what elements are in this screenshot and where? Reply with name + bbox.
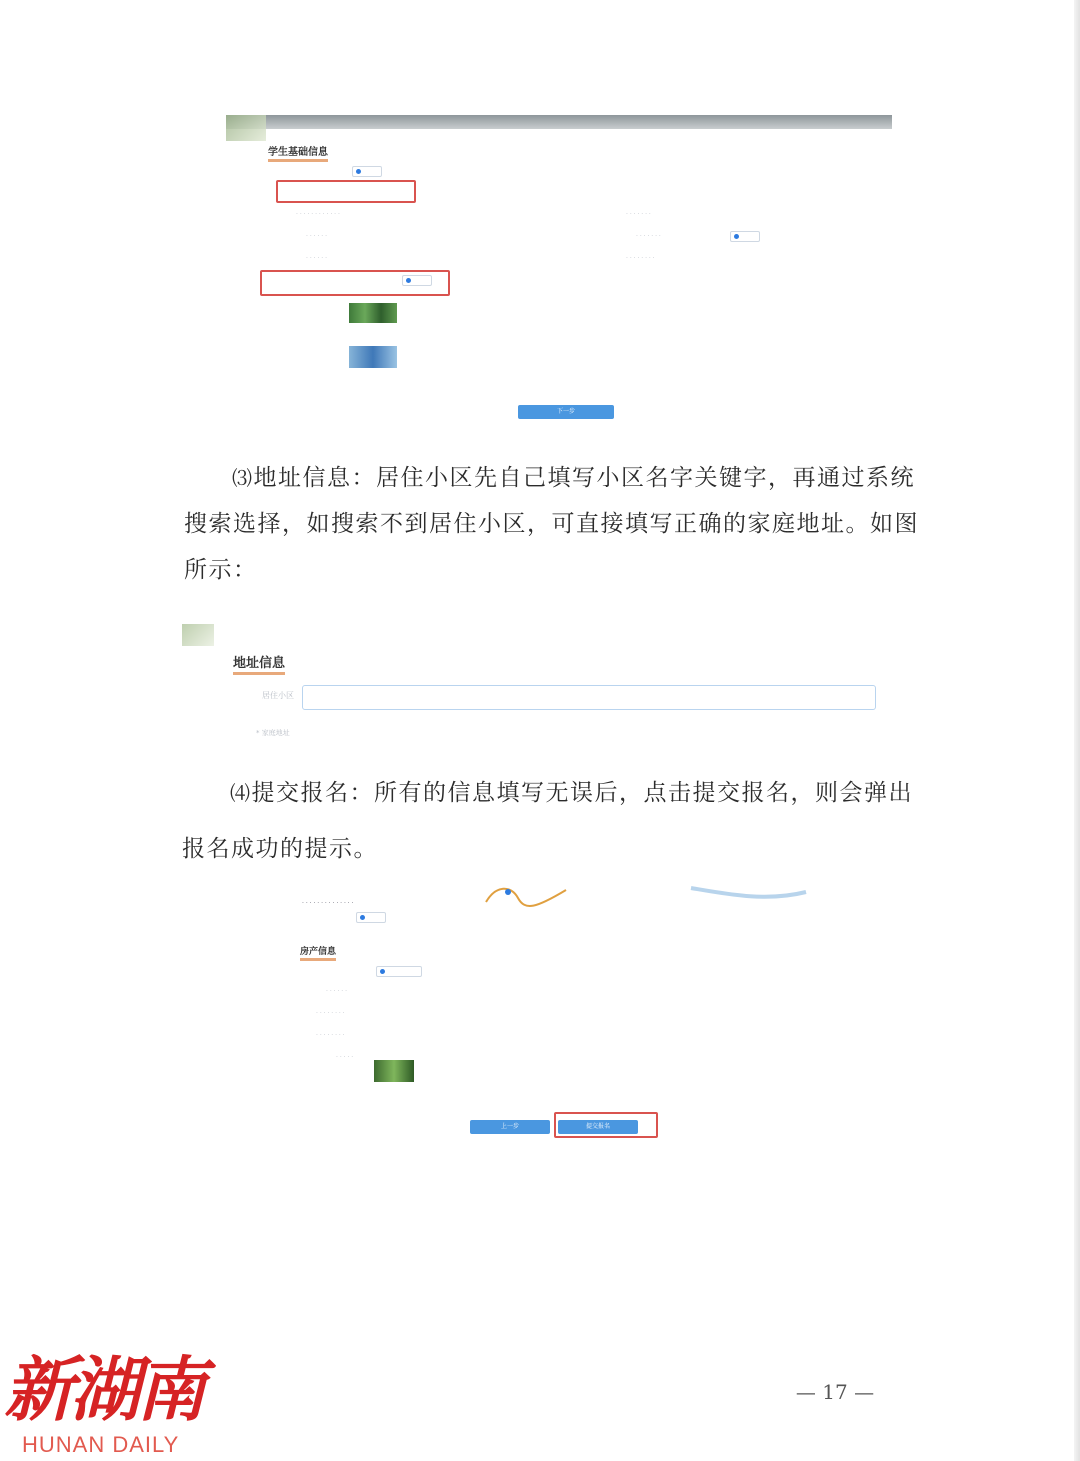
- section-title-address-info: 地址信息: [233, 652, 285, 675]
- screenshot-address-info: [180, 620, 900, 750]
- form-field-faint: · · · · · · · ·: [316, 1032, 345, 1039]
- highlight-box: [276, 180, 416, 203]
- submit-button[interactable]: 提交报名: [558, 1120, 638, 1134]
- brand-logo-english: HUNAN DAILY: [22, 1432, 180, 1457]
- radio-option[interactable]: [376, 966, 422, 977]
- header-image: [182, 624, 214, 646]
- item-marker: ⑶: [232, 466, 254, 490]
- next-button[interactable]: 下一步: [518, 405, 614, 419]
- photo-thumbnail: [349, 346, 397, 368]
- screenshot-student-info: [226, 115, 892, 425]
- photo-thumbnail: [349, 303, 397, 323]
- form-field-faint: · · · · · ·: [306, 233, 327, 240]
- paragraph-submit: [182, 765, 942, 877]
- form-field-faint: · · · · · · · ·: [316, 1010, 345, 1017]
- form-field-faint: · · · · · · ·: [626, 211, 651, 218]
- section-title-property-info: 房产信息: [300, 944, 336, 961]
- form-field-faint: · · · · · · · · · · · ·: [296, 211, 340, 218]
- banner-caption: · · · · · · · · · · · · · ·: [302, 900, 354, 907]
- form-field-faint: · · · · · ·: [306, 255, 327, 262]
- brand-logo: 新湖南: [4, 1348, 202, 1431]
- paragraph-address-info: [184, 455, 944, 593]
- page-number-value: 17: [822, 1380, 848, 1404]
- item-marker: ⑷: [230, 781, 252, 805]
- radio-option[interactable]: [402, 275, 432, 286]
- page-edge: [1074, 0, 1080, 1461]
- paragraph-line: 报名成功的提示。: [182, 836, 378, 862]
- map-pin: [505, 889, 511, 895]
- form-field-faint: · · · · ·: [336, 1054, 354, 1061]
- section-title-student-info: 学生基础信息: [268, 143, 328, 162]
- residential-area-input[interactable]: [302, 685, 876, 710]
- field-label-home-address: * 家庭地址: [256, 729, 290, 737]
- highlight-box: [554, 1112, 658, 1138]
- browser-topbar: [226, 115, 892, 129]
- header-image: [226, 115, 266, 141]
- form-field-faint: · · · · · ·: [326, 988, 347, 995]
- map-road: [486, 889, 566, 906]
- prev-button[interactable]: 上一步: [470, 1120, 550, 1134]
- map-river: [691, 888, 806, 897]
- paragraph-line: 提交报名：所有的信息填写无误后，点击提交报名，则会弹出: [251, 780, 913, 806]
- form-field-faint: · · · · · · ·: [636, 233, 661, 240]
- paragraph-line: 地址信息：居住小区先自己填写小区名字关键字，再通过系统: [253, 465, 915, 491]
- radio-option[interactable]: [356, 912, 386, 923]
- paragraph-line: 所示：: [184, 557, 258, 583]
- paragraph-line: 搜索选择，如搜索不到居住小区，可直接填写正确的家庭地址。如图: [184, 511, 919, 537]
- photo-thumbnail: [374, 1060, 414, 1082]
- page-number: — 17 —: [795, 1380, 875, 1404]
- screenshot-property-info: [296, 880, 816, 1140]
- form-field-faint: · · · · · · · ·: [626, 255, 655, 262]
- field-label-residential-area: 居住小区: [262, 691, 294, 700]
- radio-option[interactable]: [730, 231, 760, 242]
- radio-option[interactable]: [352, 166, 382, 177]
